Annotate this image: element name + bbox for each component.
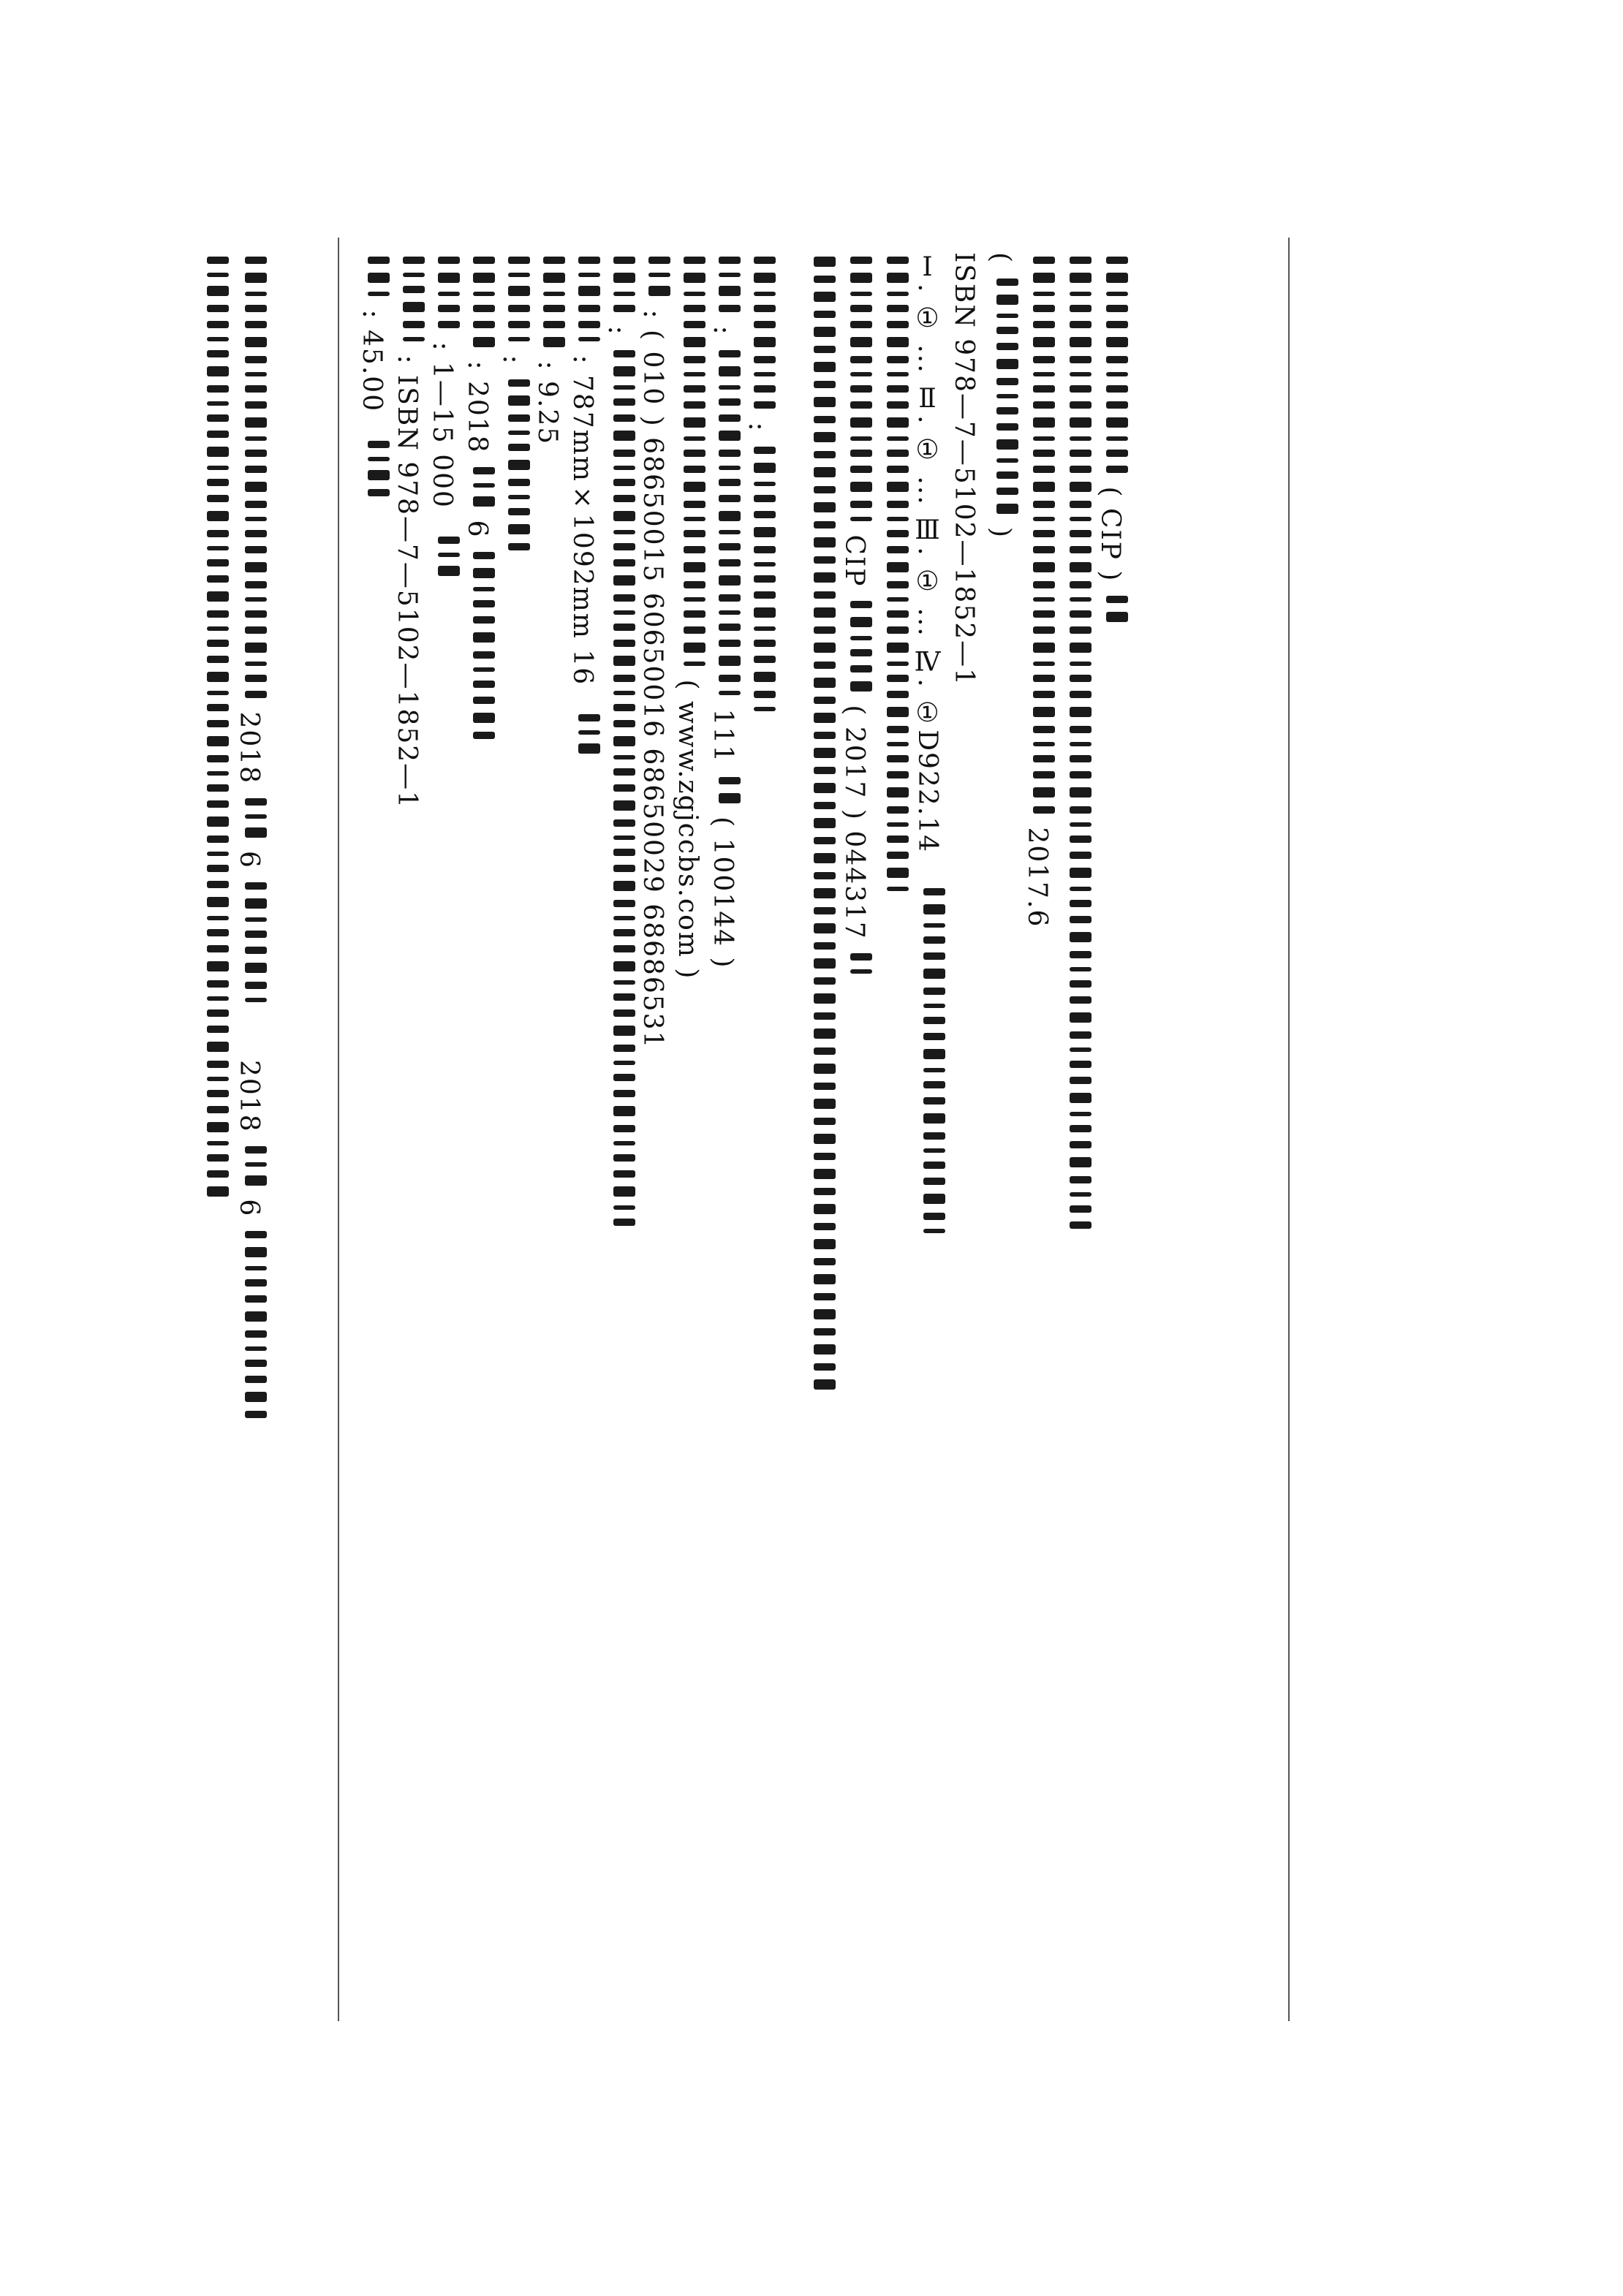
middle-divider-rule [1288, 238, 1290, 2021]
isbn-value: ISBN 978—7—5102—1852—1 [392, 375, 422, 810]
cip-classification-value: Ⅰ. ① ... Ⅱ. ① ... Ⅲ. ① ... Ⅳ. ①D922.14 [912, 252, 942, 854]
publisher-line [197, 252, 229, 1201]
phone-value: ( 010 ) 68650015 60650016 68650029 68686531 [638, 330, 667, 1050]
cip-publish-date: 2017.6 [1022, 827, 1052, 928]
address-line: : 111 ( 100144 ) [709, 252, 741, 969]
cip-desc-line [1060, 252, 1092, 1233]
cip-tail: ( CIP ) [1095, 486, 1125, 583]
cip-isbn-line [950, 252, 977, 686]
edition-month-2: 6 [234, 1199, 264, 1218]
cip-isbn-value: ISBN 978—7—5102—1852—1 [949, 252, 979, 687]
cip-label: CIP [839, 534, 869, 588]
sheets-line: : 9.25 [534, 252, 565, 445]
price-line: : 45.00 [358, 252, 390, 501]
edition-line [235, 252, 267, 1422]
website-value: ( www.zgjccbs.com ) [673, 679, 703, 980]
cip-year-number: ( 2017 ) 044317 [839, 705, 869, 940]
print-run-line: : 1—15 000 [428, 252, 460, 580]
print-run-value: 1—15 000 [427, 362, 457, 509]
edition-month-1: 6 [234, 850, 264, 869]
print-month: 6 [462, 520, 492, 539]
editor-line: : [744, 252, 776, 716]
cip-publisher-line [1024, 252, 1055, 928]
edition-year-2: 2018 [234, 1059, 264, 1133]
address-number: 111 [708, 708, 738, 764]
printer-line: : [499, 252, 530, 555]
cip-tail-line [1097, 252, 1128, 626]
print-date-line: : 2018 6 [464, 252, 495, 743]
sheets-value: 9.25 [532, 381, 562, 446]
postcode-value: ( 100144 ) [708, 817, 738, 969]
edition-year-1: 2018 [234, 711, 264, 785]
cip-classification-line [877, 252, 909, 895]
cip-class-codes [914, 252, 945, 1238]
format-value: 787mm×1092mm 16 [567, 375, 597, 686]
price-value: 45.00 [357, 330, 387, 413]
top-divider-rule [338, 238, 339, 2021]
format-line: : 787mm×1092mm 16 [569, 252, 600, 758]
print-year: 2018 [462, 381, 492, 454]
distributor-line: : [604, 252, 635, 1230]
cip-paren-line: ( ) [987, 252, 1018, 539]
cip-title-line [841, 252, 872, 978]
cip-heading [804, 252, 836, 1394]
isbn-line: : ISBN 978—7—5102—1852—1 [393, 252, 425, 809]
phone-line: : ( 010 ) 68650015 60650016 68650029 68686531 [639, 252, 670, 1049]
website-line [674, 252, 705, 980]
